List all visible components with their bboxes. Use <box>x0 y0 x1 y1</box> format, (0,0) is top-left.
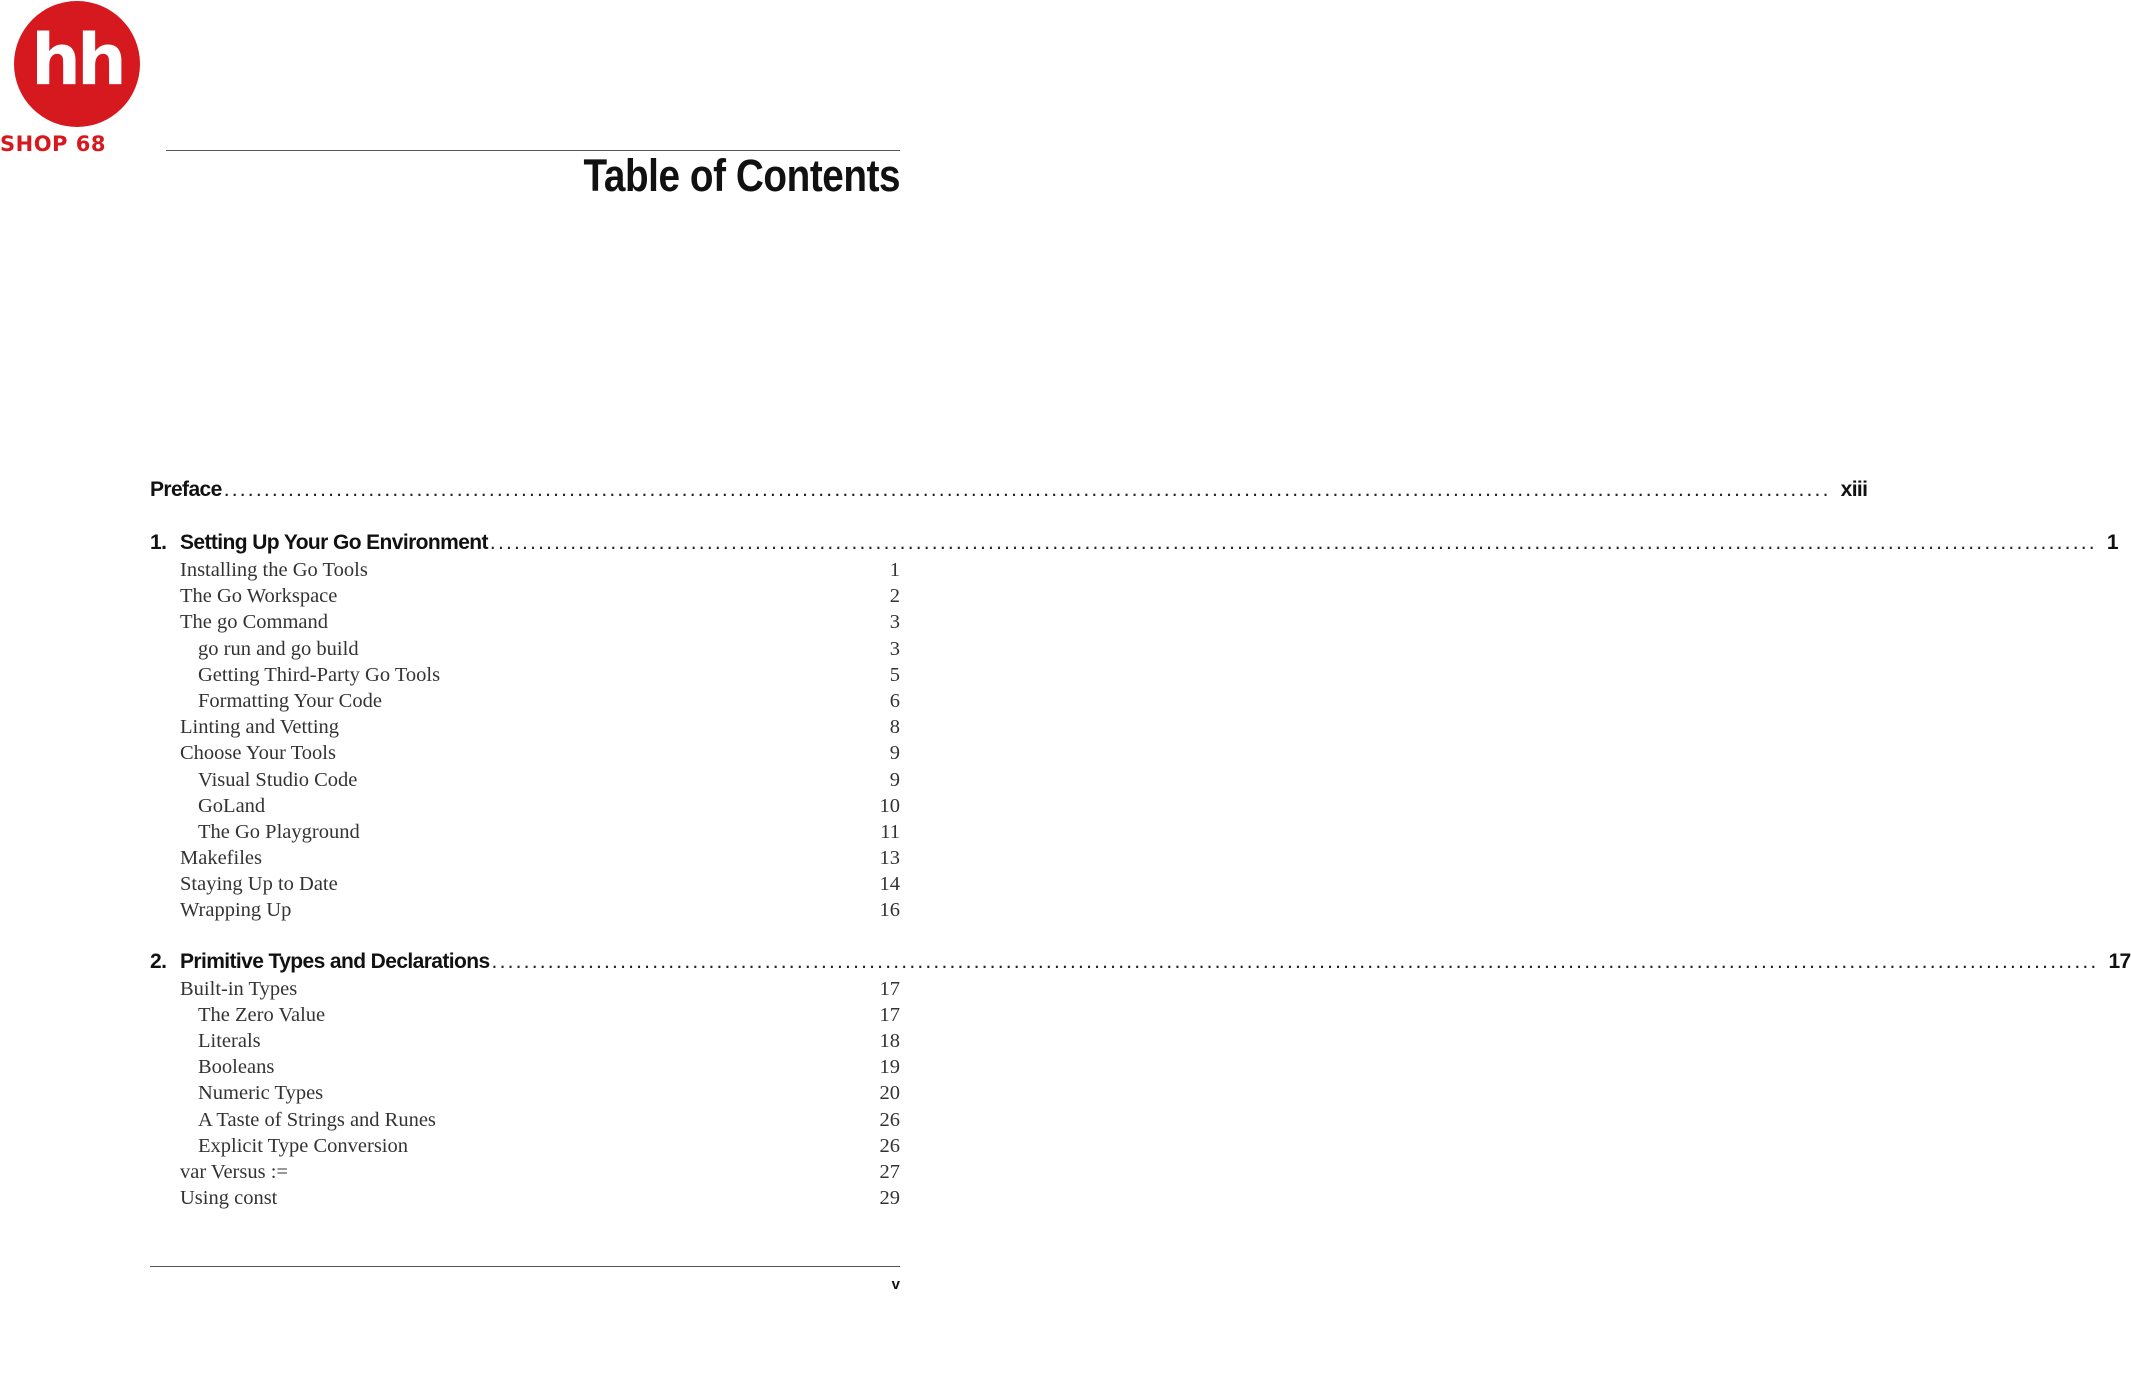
entry-page: 18 <box>879 1030 900 1052</box>
entry-label: Wrapping Up <box>180 899 292 922</box>
entry-label: Getting Third-Party Go Tools <box>198 663 441 686</box>
toc-section[interactable] <box>150 559 900 585</box>
chapter-title: Setting Up Your Go Environment <box>180 531 488 554</box>
entry-label: The go Command <box>180 611 329 634</box>
entry-page: 3 <box>889 611 900 634</box>
page-number: v <box>891 1276 900 1293</box>
entry-page: 19 <box>879 1056 900 1079</box>
entry-label: The Go Workspace <box>180 585 338 608</box>
entry-page: 20 <box>879 1082 900 1105</box>
entry-label: Formatting Your Code <box>198 689 382 712</box>
chapter-page: 1 <box>2106 531 2118 554</box>
entry-label: Explicit Type Conversion <box>198 1134 408 1157</box>
entry-page: 11 <box>880 820 900 843</box>
entry-page: 5 <box>889 663 900 686</box>
preface-label: Preface <box>150 478 222 501</box>
toc-subsection[interactable] <box>150 664 900 690</box>
chapter-number: 1. <box>150 531 167 554</box>
dot-leader: ........................................................................................................................................................................................................ <box>223 478 1831 501</box>
entry-page: 27 <box>879 1160 900 1183</box>
toc-subsection[interactable] <box>150 1056 900 1082</box>
toc-subsection[interactable] <box>150 1030 900 1056</box>
toc-section[interactable] <box>150 585 900 611</box>
entry-page: 29 <box>879 1187 900 1210</box>
toc-subsection[interactable] <box>150 821 900 847</box>
toc-section[interactable] <box>150 847 900 873</box>
toc-section[interactable] <box>150 873 900 899</box>
entry-page: 17 <box>879 977 900 1000</box>
toc-subsection[interactable] <box>150 638 900 664</box>
entry-label: Choose Your Tools <box>180 742 336 765</box>
entry-label: Numeric Types <box>198 1082 324 1105</box>
entry-page: 2 <box>889 585 900 608</box>
entry-page: 16 <box>879 899 900 922</box>
toc-section[interactable] <box>150 978 900 1004</box>
entry-label: A Taste of Strings and Runes <box>198 1108 436 1131</box>
entry-label: Booleans <box>198 1056 275 1079</box>
entry-label: Installing the Go Tools <box>180 559 368 581</box>
toc-subsection[interactable] <box>150 690 900 716</box>
toc-subsection[interactable] <box>150 1082 900 1108</box>
toc-section[interactable] <box>150 1187 900 1213</box>
entry-page: 3 <box>889 637 900 660</box>
entry-label: The Zero Value <box>198 1003 326 1026</box>
toc-section[interactable] <box>150 899 900 925</box>
entry-page: 9 <box>889 768 900 791</box>
entry-page: 8 <box>889 716 900 739</box>
chapter-page: 17 <box>2108 949 2131 973</box>
chapter-number: 2. <box>150 949 167 973</box>
entry-page: 6 <box>889 689 900 712</box>
dot-leader: ........................................................................................................................................................................................................ <box>491 949 2099 973</box>
logo-caption: SHOP 68 <box>0 132 106 156</box>
shop-logo <box>0 0 150 160</box>
entry-label: The Go Playground <box>198 820 360 843</box>
entry-label: Visual Studio Code <box>198 768 358 791</box>
entry-page: 17 <box>879 1003 900 1026</box>
chapter-title: Primitive Types and Declarations <box>180 949 490 973</box>
entry-page: 14 <box>879 873 900 896</box>
logo-mark: hh <box>14 1 140 127</box>
toc-preface[interactable] <box>150 478 1868 506</box>
toc-subsection[interactable] <box>150 1135 900 1161</box>
entry-page: 26 <box>879 1134 900 1157</box>
table-of-contents <box>150 478 2131 1213</box>
entry-page: 13 <box>879 847 900 870</box>
bottom-divider <box>150 1266 900 1267</box>
toc-subsection[interactable] <box>150 1109 900 1135</box>
toc-subsection[interactable] <box>150 795 900 821</box>
entry-label: var Versus := <box>180 1160 288 1183</box>
entry-page: 1 <box>889 559 900 581</box>
toc-section[interactable] <box>150 1161 900 1187</box>
entry-label: Using const <box>180 1187 278 1210</box>
entry-label: Literals <box>198 1030 261 1052</box>
page-title: Table of Contents <box>583 150 900 201</box>
toc-chapter-1[interactable] <box>150 531 2118 559</box>
preface-page: xiii <box>1840 478 1868 501</box>
entry-label: Makefiles <box>180 847 262 870</box>
toc-section[interactable] <box>150 611 900 637</box>
chapter-list <box>150 531 2131 1213</box>
entry-page: 10 <box>879 794 900 817</box>
entry-page: 26 <box>879 1108 900 1131</box>
entry-page: 9 <box>889 742 900 765</box>
toc-subsection[interactable] <box>150 769 900 795</box>
toc-subsection[interactable] <box>150 1004 900 1030</box>
toc-section[interactable] <box>150 742 900 768</box>
dot-leader: ........................................................................................................................................................................................................ <box>489 531 2097 554</box>
entry-label: GoLand <box>198 794 266 817</box>
entry-label: go run and go build <box>198 637 359 660</box>
toc-section[interactable] <box>150 716 900 742</box>
entry-label: Built-in Types <box>180 977 298 1000</box>
toc-chapter-2[interactable] <box>150 949 2131 978</box>
entry-label: Staying Up to Date <box>180 873 338 896</box>
entry-label: Linting and Vetting <box>180 716 340 739</box>
